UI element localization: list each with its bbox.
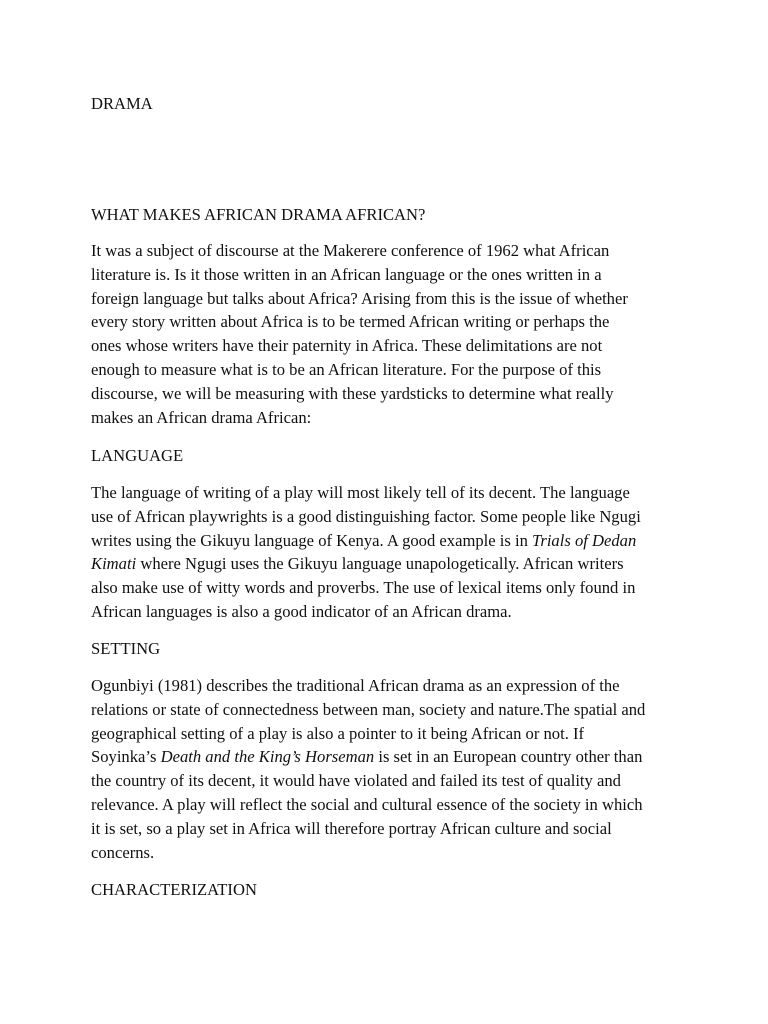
paragraph-line: foreign language but talks about Africa? Arising from this is the issue of whether [91, 288, 628, 308]
paragraph-line: It was a subject of discourse at the Makerere conference of 1962 what African [91, 241, 610, 260]
paragraph-line: The language of writing of a play will most likely tell of its decent. The language [91, 483, 630, 502]
paragraph-line: every story written about Africa is to be termed African writing or perhaps the [91, 312, 610, 332]
paragraph-line: the country of its decent, it would have violated and failed its test of quality and [91, 771, 621, 791]
paragraph-line: Ogunbiyi (1981) describes the traditional African drama as an expression of the [91, 676, 620, 695]
paragraph-line: relevance. A play will reflect the social and cultural essence of the society in which [91, 794, 643, 814]
paragraph-line: use of African playwrights is a good distinguishing factor. Some people like Ngugi [91, 506, 641, 526]
paragraph-line: makes an African drama African: [91, 407, 312, 427]
play-title-italic: Death and the King’s Horseman [160, 747, 375, 767]
paragraph-line: also make use of witty words and proverbs. The use of lexical items only found in [91, 578, 636, 598]
paragraph-line [91, 552, 691, 576]
paragraph-line: enough to measure what is to be an African literature. For the purpose of this [91, 359, 602, 379]
intro-paragraph [91, 239, 691, 429]
setting-paragraph [91, 674, 691, 864]
setting-heading: SETTING [91, 639, 161, 658]
play-title-italic: Trials of Dedan [532, 530, 637, 550]
text-run: writes using the Gikuyu language of Kenya. A good example is in [91, 530, 533, 550]
paragraph-line: discourse, we will be measuring with these yardsticks to determine what really [91, 383, 614, 403]
text-run: where Ngugi uses the Gikuyu language unapologetically. African writers [136, 554, 624, 574]
document-title: DRAMA [91, 94, 153, 113]
paragraph-line: geographical setting of a play is also a pointer to it being African or not. If [91, 723, 585, 743]
paragraph-line: literature is. Is it those written in an African language or the ones written in a [91, 264, 602, 284]
play-title-italic: Kimati [91, 554, 137, 574]
paragraph-line: relations or state of connectedness between man, society and nature.The spatial and [91, 699, 646, 719]
text-run: is set in an European country other than [374, 747, 643, 767]
paragraph-line: concerns. [91, 842, 155, 862]
language-paragraph [91, 481, 691, 624]
paragraph-line [91, 745, 691, 769]
paragraph-line [91, 529, 691, 553]
characterization-heading: CHARACTERIZATION [91, 880, 257, 899]
text-run: Soyinka’s [91, 747, 161, 767]
language-heading: LANGUAGE [91, 446, 184, 465]
paragraph-line: it is set, so a play set in Africa will therefore portray African culture and social [91, 818, 612, 838]
paragraph-line: African languages is also a good indicator of an African drama. [91, 601, 512, 621]
paragraph-line: ones whose writers have their paternity in Africa. These delimitations are not [91, 336, 603, 356]
section-heading: WHAT MAKES AFRICAN DRAMA AFRICAN? [91, 205, 426, 224]
